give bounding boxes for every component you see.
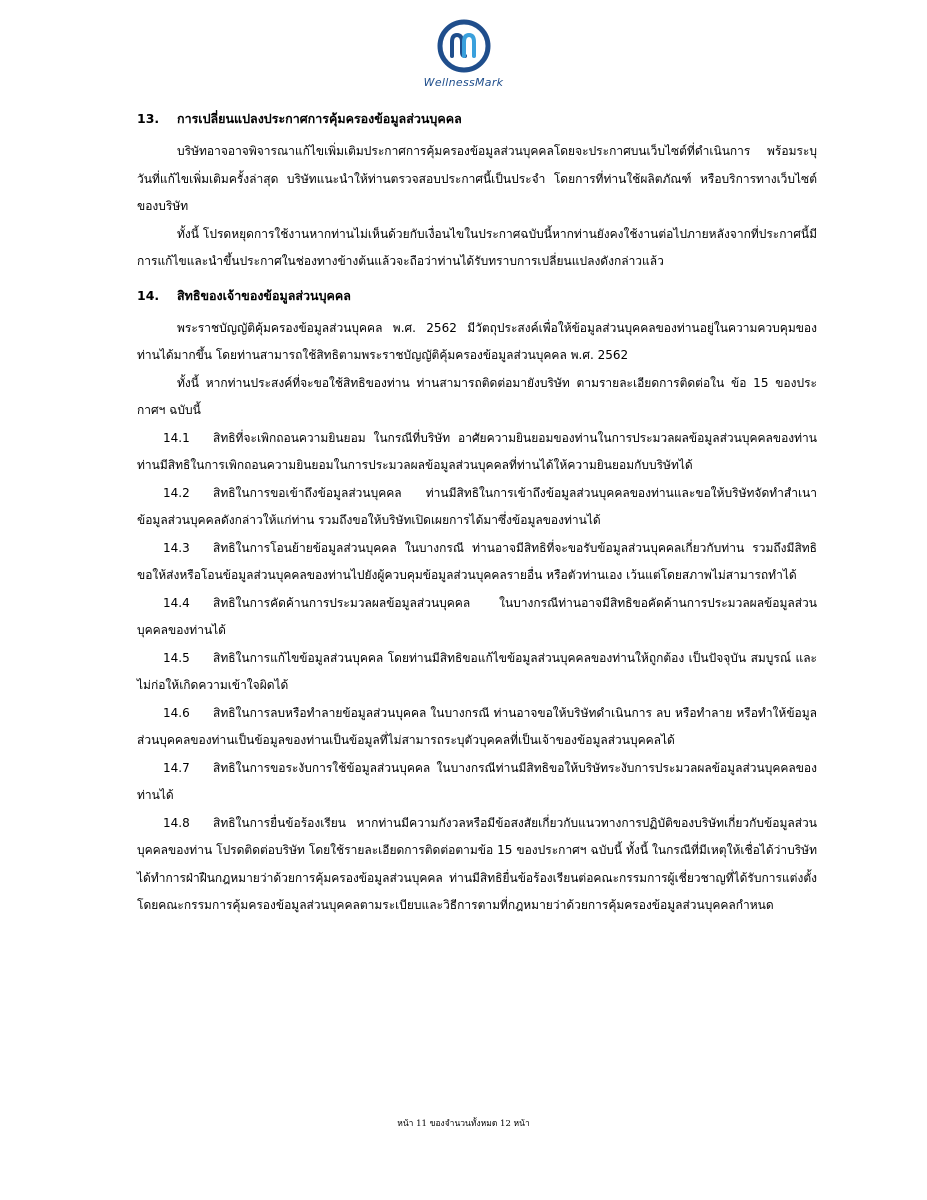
right-item-text: สิทธิที่จะเพิกถอนความยินยอม ในกรณีที่บริษัท อาศัยความยินยอมของท่านในการประมวลผลข้อมูลส่วนบุคคลของท่าน ท่านมีสิทธิในการเพิกถอนความยินยอมในการประมวลผลข้อมูลส่วนบุคคลที่ท่านได้ให้ความยินยอมกับบริษัทได้ bbox=[137, 430, 817, 472]
right-item-number: 14.4 bbox=[163, 595, 190, 610]
right-item bbox=[137, 810, 817, 920]
right-item-text: สิทธิในการแก้ไขข้อมูลส่วนบุคคล โดยท่านมีสิทธิขอแก้ไขข้อมูลส่วนบุคคลของท่านให้ถูกต้อง เป็นปัจจุบัน สมบูรณ์ และไม่ก่อให้เกิดความเข้าใจผิดได้ bbox=[137, 650, 817, 692]
right-item bbox=[137, 425, 817, 480]
right-item-number: 14.6 bbox=[163, 705, 190, 720]
right-item-number: 14.2 bbox=[163, 485, 190, 500]
right-item-number: 14.1 bbox=[163, 430, 190, 445]
wellnessmark-logo-icon bbox=[436, 18, 492, 80]
section-14-title: สิทธิของเจ้าของข้อมูลส่วนบุคคล bbox=[177, 287, 351, 303]
right-item bbox=[137, 700, 817, 755]
right-item-text: สิทธิในการคัดค้านการประมวลผลข้อมูลส่วนบุคคล ในบางกรณีท่านอาจมีสิทธิขอคัดค้านการประมวลผลข้อมูลส่วนบุคคลของท่านได้ bbox=[137, 595, 817, 637]
section-13-paragraph: ทั้งนี้ โปรดหยุดการใช้งานหากท่านไม่เห็นด้วยกับเงื่อนไขในประกาศฉบับนี้หากท่านยังคงใช้งานต่อไปภายหลังจากที่ประกาศนี้มีการแก้ไขและนำขึ้นประกาศในช่องทางข้างต้นแล้วจะถือว่าท่านได้รับทราบการเปลี่ยนแปลงดังกล่าวแล้ว bbox=[137, 226, 817, 268]
right-item bbox=[137, 755, 817, 810]
right-item-text: สิทธิในการขอระงับการใช้ข้อมูลส่วนบุคคล ในบางกรณีท่านมีสิทธิขอให้บริษัทระงับการประมวลผลข้อมูลส่วนบุคคลของท่านได้ bbox=[137, 760, 817, 802]
right-item-number: 14.5 bbox=[163, 650, 190, 665]
page-footer: หน้า 11 ของจำนวนทั้งหมด 12 หน้า bbox=[397, 1119, 530, 1129]
logo-text: WellnessMark bbox=[423, 76, 504, 89]
right-item-text: สิทธิในการโอนย้ายข้อมูลส่วนบุคคล ในบางกรณี ท่านอาจมีสิทธิที่จะขอรับข้อมูลส่วนบุคคลเกี่ยวกับท่าน รวมถึงมีสิทธิขอให้ส่งหรือโอนข้อมูลส่วนบุคคลของท่านไปยังผู้ควบคุมข้อมูลส่วนบุคคลรายอื่น หรือตัวท่านเอง เว้นแต่โดยสภาพไม่สามารถทำได้ bbox=[137, 540, 817, 582]
right-item-number: 14.3 bbox=[163, 540, 190, 555]
section-14-number: 14. bbox=[137, 287, 160, 303]
section-13-heading bbox=[137, 108, 817, 130]
section-14-heading bbox=[137, 285, 817, 307]
section-13-paragraph: บริษัทอาจอาจพิจารณาแก้ไขเพิ่มเติมประกาศการคุ้มครองข้อมูลส่วนบุคคลโดยจะประกาศบนเว็บไซต์ที่ดำเนินการ พร้อมระบุวันที่แก้ไขเพิ่มเติมครั้งล่าสุด บริษัทแนะนำให้ท่านตรวจสอบประกาศนี้เป็นประจำ โดยการที่ท่านใช้ผลิตภัณฑ์ หรือบริการทางเว็บไซต์ของบริษัท bbox=[137, 144, 817, 213]
right-item bbox=[137, 590, 817, 645]
right-item bbox=[137, 535, 817, 590]
document-body bbox=[137, 108, 817, 920]
right-item-number: 14.7 bbox=[163, 760, 190, 775]
section-14-paragraph: พระราชบัญญัติคุ้มครองข้อมูลส่วนบุคคล พ.ศ. 2562 มีวัตถุประสงค์เพื่อให้ข้อมูลส่วนบุคคลของท่านอยู่ในความควบคุมของท่านได้มากขึ้น โดยท่านสามารถใช้สิทธิตามพระราชบัญญัติคุ้มครองข้อมูลส่วนบุคคล พ.ศ. 2562 bbox=[137, 320, 817, 362]
right-item bbox=[137, 645, 817, 700]
right-item-text: สิทธิในการยื่นข้อร้องเรียน หากท่านมีความกังวลหรือมีข้อสงสัยเกี่ยวกับแนวทางการปฏิบัติของบริษัทเกี่ยวกับข้อมูลส่วนบุคคลของท่าน โปรดติดต่อบริษัท โดยใช้รายละเอียดการติดต่อตามข้อ 15 ของประกาศฯ ฉบับนี้ ทั้งนี้ ในกรณีที่มีเหตุให้เชื่อได้ว่าบริษัทได้ทำการฝ่าฝืนกฎหมายว่าด้วยการคุ้มครองข้อมูลส่วนบุคคล ท่านมีสิทธิยื่นข้อร้องเรียนต่อคณะกรรมการผู้เชี่ยวชาญที่ได้รับการแต่งตั้งโดยคณะกรรมการคุ้มครองข้อมูลส่วนบุคคลตามระเบียบและวิธีการตามที่กฎหมายว่าด้วยการคุ้มครองข้อมูลส่วนบุคคลกำหนด bbox=[137, 815, 817, 912]
right-item bbox=[137, 480, 817, 535]
right-item-number: 14.8 bbox=[163, 815, 190, 830]
section-13-title: การเปลี่ยนแปลงประกาศการคุ้มครองข้อมูลส่วนบุคคล bbox=[177, 111, 462, 126]
right-item-text: สิทธิในการขอเข้าถึงข้อมูลส่วนบุคคล ท่านมีสิทธิในการเข้าถึงข้อมูลส่วนบุคคลของท่านและขอให้บริษัทจัดทำสำเนาข้อมูลส่วนบุคคลดังกล่าวให้แก่ท่าน รวมถึงขอให้บริษัทเปิดเผยการได้มาซึ่งข้อมูลของท่านได้ bbox=[137, 485, 817, 527]
company-logo bbox=[0, 18, 927, 89]
section-13-number: 13. bbox=[137, 111, 160, 126]
right-item-text: สิทธิในการลบหรือทำลายข้อมูลส่วนบุคคล ในบางกรณี ท่านอาจขอให้บริษัทดำเนินการ ลบ หรือทำลาย หรือทำให้ข้อมูลส่วนบุคคลของท่านเป็นข้อมูลของท่านเป็นข้อมูลที่ไม่สามารถระบุตัวบุคคลที่เป็นเจ้าของข้อมูลส่วนบุคคลได้ bbox=[137, 705, 817, 747]
section-14-paragraph: ทั้งนี้ หากท่านประสงค์ที่จะขอใช้สิทธิของท่าน ท่านสามารถติดต่อมายังบริษัท ตามรายละเอียดการติดต่อใน ข้อ 15 ของประกาศฯ ฉบับนี้ bbox=[137, 375, 817, 417]
